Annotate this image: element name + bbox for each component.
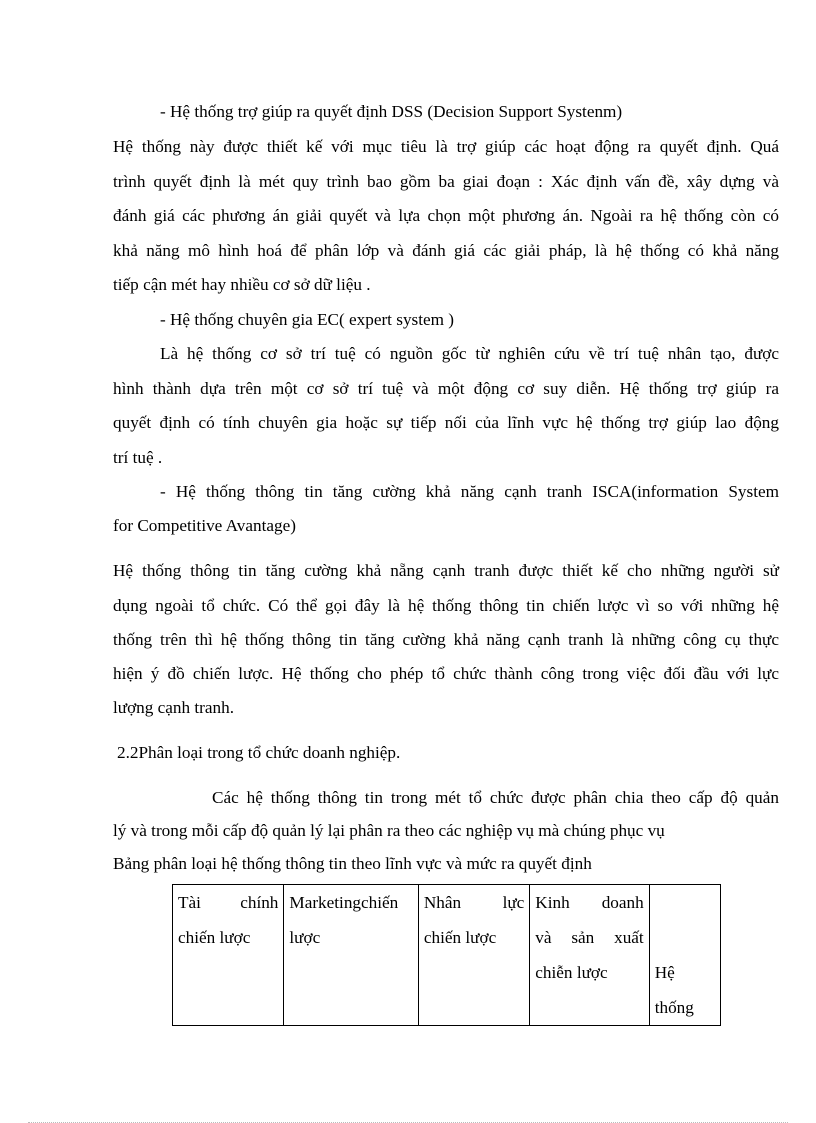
paragraph-line: thống trên thì hệ thống thông tin tăng cường khả năng cạnh tranh là những công cụ thực bbox=[113, 630, 779, 649]
table-cell-system: Hệ thống bbox=[649, 885, 720, 1026]
paragraph-line: lý và trong mỗi cấp độ quản lý lại phân ra theo các nghiệp vụ mà chúng phục vụ bbox=[113, 821, 665, 840]
paragraph-line: quyết định có tính chuyên gia hoặc sự tiếp nối của lĩnh vực hệ thống trợ giúp lao động bbox=[113, 413, 779, 432]
table-cell-business-production: Kinh doanh và sản xuất chiễn lược bbox=[530, 885, 649, 1026]
paragraph-line: tiếp cận mét hay nhiều cơ sở dữ liệu . bbox=[113, 275, 371, 294]
paragraph-line: Hệ thống này được thiết kế với mục tiêu là trợ giúp các hoạt động ra quyết định. Quá bbox=[113, 137, 779, 156]
paragraph-line: đánh giá các phương án giải quyết và lựa chọn một phương án. Ngoài ra hệ thống còn có bbox=[113, 206, 779, 225]
bullet-isca: - Hệ thống thông tin tăng cường khả năng cạnh tranh ISCA(information System bbox=[160, 482, 779, 501]
paragraph-line: trình quyết định là mét quy trình bao gồm ba giai đoạn : Xác định vấn đề, xây dựng và bbox=[113, 172, 779, 191]
paragraph-line: hiện ý đồ chiến lược. Hệ thống cho phép tổ chức thành công trong việc đối đầu với lực bbox=[113, 664, 779, 683]
bullet-expert-system: - Hệ thống chuyên gia EC( expert system ) bbox=[160, 310, 455, 329]
paragraph-line: Hệ thống thông tin tăng cường khả nẵng cạnh tranh được thiết kế cho những người sử bbox=[113, 561, 779, 580]
paragraph-line: for Competitive Avantage) bbox=[113, 516, 296, 535]
bullet-dss: - Hệ thống trợ giúp ra quyết định DSS (Decision Support Systenm) bbox=[160, 102, 623, 121]
table-cell-finance: Tài chính chiến lược bbox=[173, 885, 284, 1026]
paragraph-line: lượng cạnh tranh. bbox=[113, 698, 235, 717]
table-cell-human-resources: Nhân lực chiến lược bbox=[418, 885, 529, 1026]
section-heading: 2.2Phân loại trong tổ chức doanh nghiệp. bbox=[117, 743, 401, 762]
paragraph-line: hình thành dựa trên một cơ sở trí tuệ và một động cơ suy diễn. Hệ thống trợ giúp ra bbox=[113, 379, 779, 398]
paragraph-line: khả năng mô hình hoá để phân lớp và đánh giá các giải pháp, là hệ thống có khả năng bbox=[113, 241, 779, 260]
paragraph-line: Các hệ thống thông tin trong mét tổ chức được phân chia theo cấp độ quản bbox=[212, 788, 779, 807]
paragraph-line: dụng ngoài tổ chức. Có thể gọi đây là hệ thống thông tin chiến lược vì so với những hệ bbox=[113, 596, 779, 615]
paragraph-line: trí tuệ . bbox=[113, 448, 163, 467]
classification-table bbox=[172, 884, 721, 1026]
table-row bbox=[173, 885, 721, 1026]
paragraph-line: Là hệ thống cơ sở trí tuệ có nguồn gốc từ nghiên cứu về trí tuệ nhân tạo, được bbox=[160, 344, 779, 363]
table-caption: Bảng phân loại hệ thống thông tin theo lĩnh vực và mức ra quyết định bbox=[113, 854, 592, 873]
table-cell-marketing: Marketingchiến lược bbox=[284, 885, 418, 1026]
